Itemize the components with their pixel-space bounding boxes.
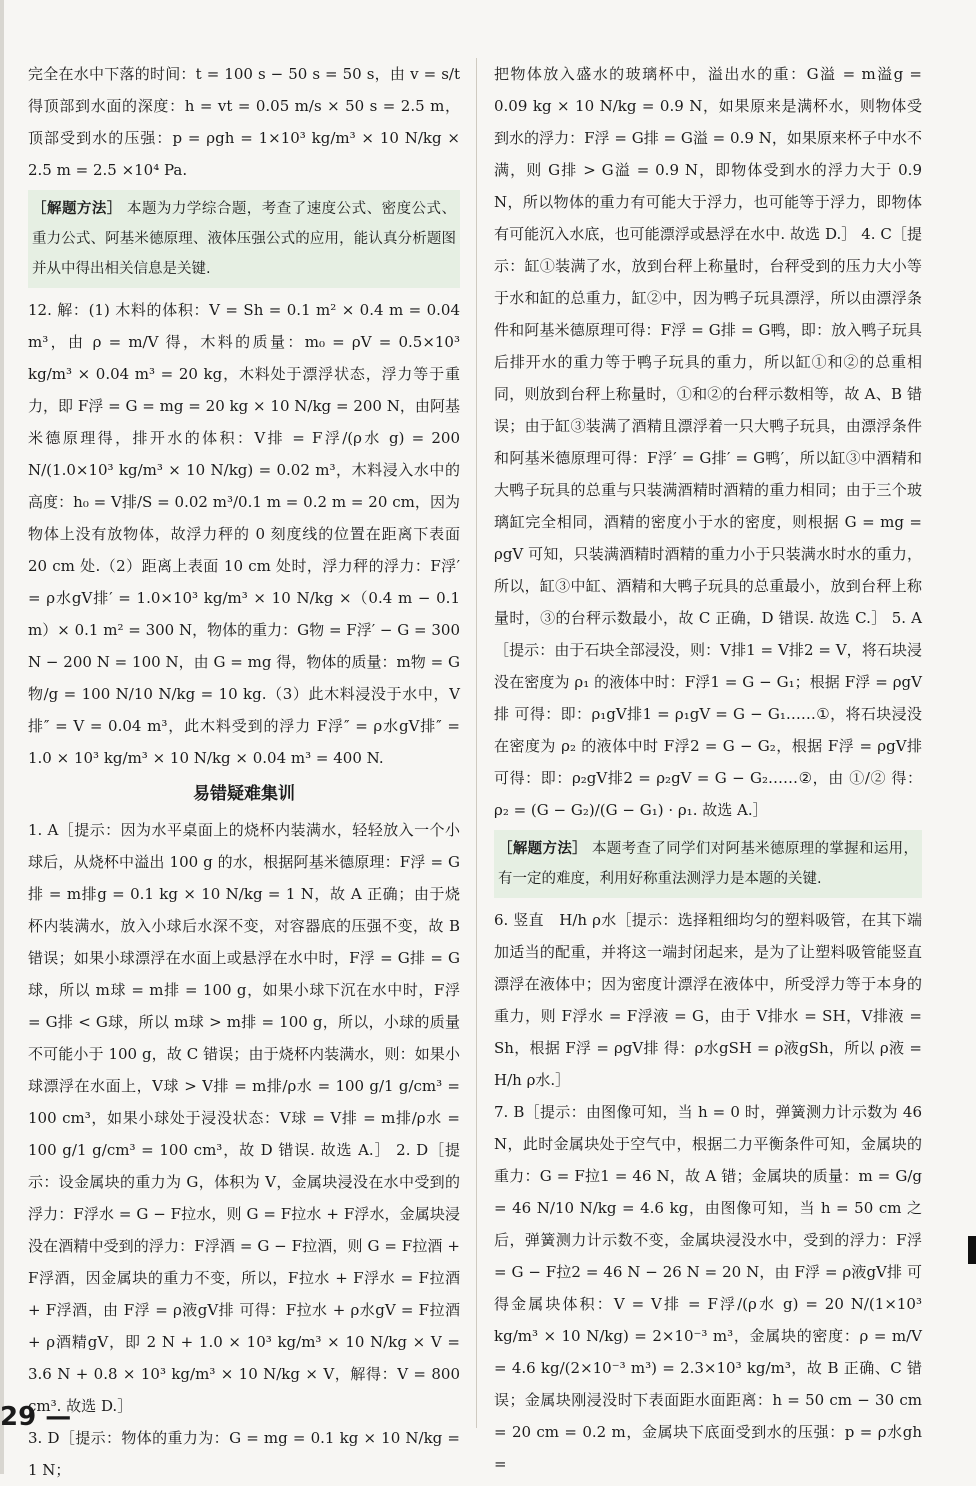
paragraph: 把物体放入盛水的玻璃杯中，溢出水的重：G溢 = m溢g = 0.09 kg × 10 N/kg = 0.9 N，如果原来是满杯水，则物体受到水的浮力：F浮 = G排 = G溢 = 0.9 N，如果原来杯子中水不满，则 G排 > G溢 = 0.9 N，即物体受到水的浮力大于 0.9 N，所以物体的重力有可能大于浮力，也可能等于浮力，即物体有可能沉入水底，也可能漂浮或悬浮在水中. 故选 D.］ 4. C［提示：缸①装满了水，放到台秤上称量时，台秤受到的压力大小等于水和缸的总重力，缸②中，因为鸭子玩具漂浮，所以由漂浮条件和阿基米德原理可得：F浮 = G排 = G鸭，即：放入鸭子玩具后排开水的重力等于鸭子玩具的重力，所以缸①和②的总重相同，则放到台秤上称量时，①和②的台秤示数相等，故 A、B 错误；由于缸③装满了酒精且漂浮着一只大鸭子玩具，由漂浮条件和阿基米德原理可得：F浮′ = G排′ = G鸭′，所以缸③中酒精和大鸭子玩具的总重与只装满酒精时酒精的重力相同；由于三个玻璃缸完全相同，酒精的密度小于水的密度，则根据 G = mg = ρgV 可知，只装满酒精时酒精的重力小于只装满水时水的重力，所以，缸③中缸、酒精和大鸭子玩具的总重最小，放到台秤上称量时，③的台秤示数最小，故 C 正确，D 错误. 故选 C.］ 5. A［提示：由于石块全部浸没，则：V排1 = V排2 = V，将石块浸没在密度为 ρ₁ 的液体中时：F浮1 = G − G₁；根据 F浮 = ρgV排 可得：即：ρ₁gV排1 = ρ₁gV = G − G₁……①，将石块浸没在密度为 ρ₂ 的液体中时 F浮2 = G − G₂，根据 F浮 = ρgV排 可得：即：ρ₂gV排2 = ρ₂gV = G − G₂……②，由 ①/② 得：ρ₂ = (G − G₂)/(G − G₁) · ρ₁. 故选 A.］ <box>494 65 922 819</box>
method-text: 本题为力学综合题，考查了速度公式、密度公式、重力公式、阿基米德原理、液体压强公式的应用，能认真分析题图并从中得出相关信息是关键. <box>32 201 457 277</box>
solution-method-box <box>494 830 922 898</box>
left-column <box>28 58 460 1486</box>
page-number: 29 — <box>0 1402 72 1432</box>
method-tag: ［解题方法］ <box>498 841 588 857</box>
paragraph: 6. 竖直 H/h ρ水［提示：选择粗细均匀的塑料吸管，在其下端加适当的配重，并将这一端封闭起来，是为了让塑料吸管能竖直漂浮在液体中；因为密度计漂浮在液体中，所受浮力等于本身的重力，则 F浮水 = F浮液 = G，由于 V排水 = SH，V排液 = Sh，根据 F浮 = ρgV排 得：ρ水gSH = ρ液gSh，所以 ρ液 = H/h ρ水.］ <box>494 911 922 1089</box>
paragraph: 12. 解：(1) 木料的体积：V = Sh = 0.1 m² × 0.4 m = 0.04 m³，由 ρ = m/V 得，木料的质量：m₀ = ρV = 0.5×10³ kg/m³ × 0.04 m³ = 20 kg，木料处于漂浮状态，浮力等于重力，即 F浮 = G = mg = 20 kg × 10 N/kg = 200 N，由阿基米德原理得，排开水的体积：V排 = F浮/(ρ水 g) = 200 N/(1.0×10³ kg/m³ × 10 N/kg) = 0.02 m³，木料浸入水中的高度：h₀ = V排/S = 0.02 m³/0.1 m = 0.2 m = 20 cm，因为物体上没有放物体，故浮力秤的 0 刻度线的位置在距离下表面 20 cm 处.（2）距离上表面 10 cm 处时，浮力秤的浮力：F浮′ = ρ水gV排′ = 1.0×10³ kg/m³ × 10 N/kg ×（0.4 m − 0.1 m）× 0.1 m² = 300 N，物体的重力：G物 = F浮′ − G = 300 N − 200 N = 100 N，由 G = mg 得，物体的质量：m物 = G物/g = 100 N/10 N/kg = 10 kg.（3）此木料浸没于水中，V排″ = V = 0.04 m³，此木料受到的浮力 F浮″ = ρ水gV排″ = 1.0 × 10³ kg/m³ × 10 N/kg × 0.04 m³ = 400 N. <box>28 301 460 767</box>
paragraph: 1. A［提示：因为水平桌面上的烧杯内装满水，轻轻放入一个小球后，从烧杯中溢出 100 g 的水，根据阿基米德原理：F浮 = G排 = m排g = 0.1 kg × 10 N/kg = 1 N，故 A 正确；由于烧杯内装满水，放入小球后水深不变，对容器底的压强不变，故 B 错误；如果小球漂浮在水面上或悬浮在水中时，F浮 = G排 = G球，所以 m球 = m排 = 100 g，如果小球下沉在水中时，F浮 = G排 < G球，所以 m球 > m排 = 100 g，所以，小球的质量不可能小于 100 g，故 C 错误；由于烧杯内装满水，则：如果小球漂浮在水面上，V球 > V排 = m排/ρ水 = 100 g/1 g/cm³ = 100 cm³，如果小球处于浸没状态：V球 = V排 = m排/ρ水 = 100 g/1 g/cm³ = 100 cm³，故 D 错误. 故选 A.］ 2. D［提示：设金属块的重力为 G，体积为 V，金属块浸没在水中受到的浮力：F浮水 = G − F拉水，则 G = F拉水 + F浮水，金属块浸没在酒精中受到的浮力：F浮酒 = G − F拉酒，则 G = F拉酒 + F浮酒，因金属块的重力不变，所以，F拉水 + F浮水 = F拉酒 + F浮酒，由 F浮 = ρ液gV排 可得：F拉水 + ρ水gV = F拉酒 + ρ酒精gV，即 2 N + 1.0 × 10³ kg/m³ × 10 N/kg × V = 3.6 N + 0.8 × 10³ kg/m³ × 10 N/kg × V，解得：V = 800 cm³. 故选 D.］ <box>28 821 460 1415</box>
edge-tab-mark <box>968 1236 976 1264</box>
method-text: 本题考查了同学们对阿基米德原理的掌握和运用，有一定的难度，利用好称重法测浮力是本题的关键. <box>498 841 919 887</box>
paragraph: 7. B［提示：由图像可知，当 h = 0 时，弹簧测力计示数为 46 N，此时金属块处于空气中，根据二力平衡条件可知，金属块的重力：G = F拉1 = 46 N，故 A 错；金属块的质量：m = G/g = 46 N/10 N/kg = 4.6 kg，由图像可知，当 h = 50 cm 之后，弹簧测力计示数不变，金属块浸没水中，受到的浮力：F浮 = G − F拉2 = 46 N − 26 N = 20 N，由 F浮 = ρ液gV排 可得金属块体积：V = V排 = F浮/(ρ水 g) = 20 N/(1×10³ kg/m³ × 10 N/kg) = 2×10⁻³ m³，金属块的密度：ρ = m/V = 4.6 kg/(2×10⁻³ m³) = 2.3×10³ kg/m³，故 B 正确、C 错误；金属块刚浸没时下表面距水面距离：h = 50 cm − 30 cm = 20 cm = 0.2 m，金属块下底面受到水的压强：p = ρ水gh = <box>494 1103 922 1473</box>
section-title: 易错疑难集训 <box>193 784 295 804</box>
column-divider <box>476 58 477 1428</box>
method-tag: ［解题方法］ <box>32 201 122 217</box>
page-edge <box>0 0 4 1474</box>
paragraph: 完全在水中下落的时间：t = 100 s − 50 s = 50 s，由 v = s/t 得顶部到水面的深度：h = vt = 0.05 m/s × 50 s = 2.5 m，顶部受到水的压强：p = ρgh = 1×10³ kg/m³ × 10 N/kg × 2.5 m = 2.5 ×10⁴ Pa. <box>28 65 460 179</box>
solution-method-box <box>28 190 460 288</box>
right-column <box>494 58 922 1480</box>
paragraph: 3. D［提示：物体的重力为：G = mg = 0.1 kg × 10 N/kg = 1 N； <box>28 1429 460 1479</box>
